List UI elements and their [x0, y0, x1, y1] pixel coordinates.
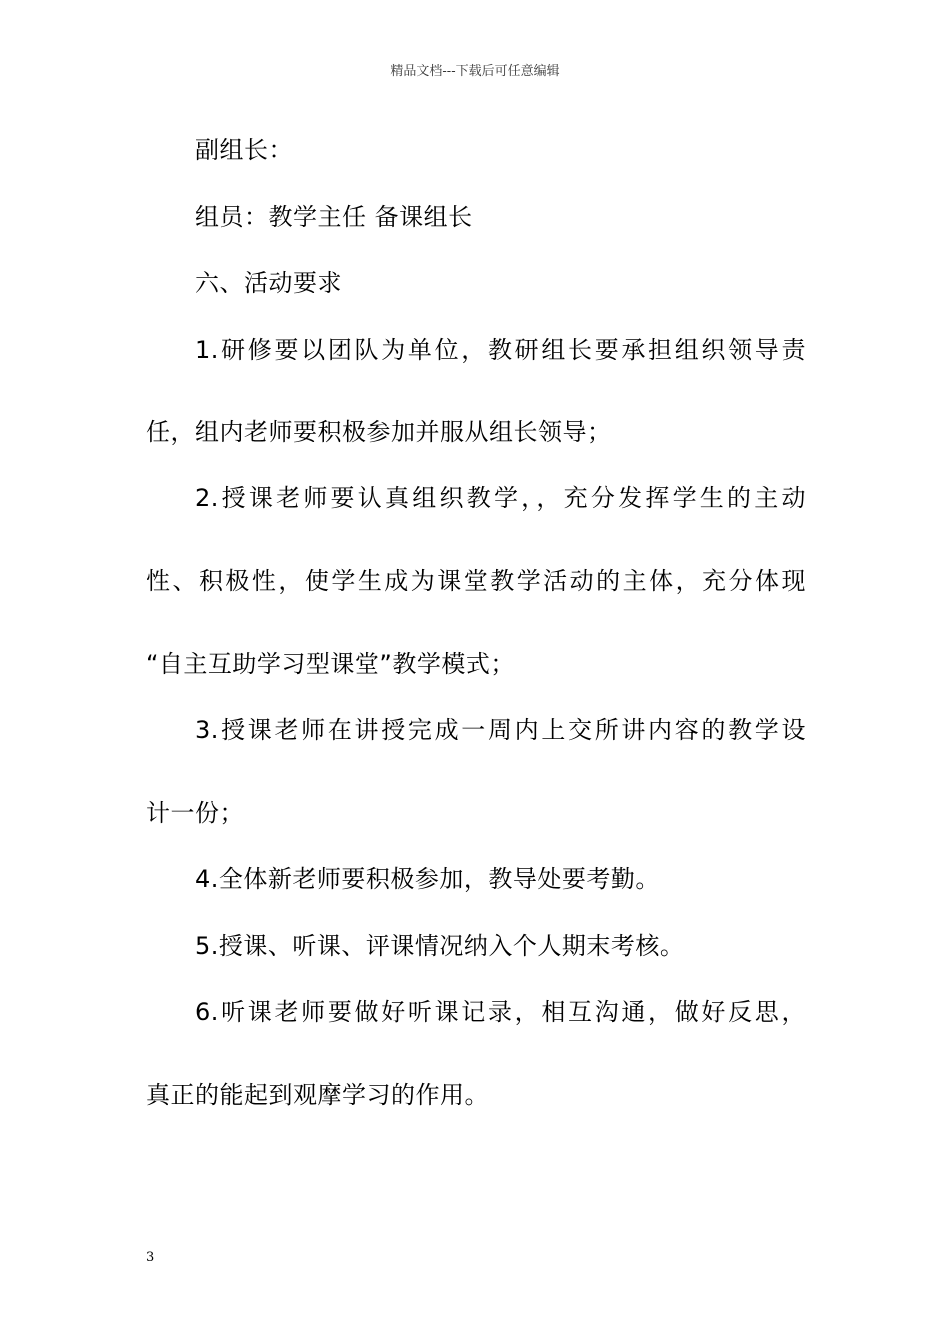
section-heading: 六、活动要求 [195, 269, 342, 297]
requirement-6-line-1: 6.听课老师要做好听课记录，相互沟通，做好反思， [195, 998, 806, 1026]
requirement-3-line-1: 3.授课老师在讲授完成一周内上交所讲内容的教学设 [195, 716, 806, 744]
page-header: 精品文档---下载后可任意编辑 [390, 64, 560, 79]
vice-leader-line: 副组长： [195, 136, 293, 164]
requirement-1-line-2: 任，组内老师要积极参加并服从组长领导； [146, 418, 612, 446]
requirement-6-line-2: 真正的能起到观摩学习的作用。 [146, 1081, 489, 1109]
requirement-1-line-1: 1.研修要以团队为单位，教研组长要承担组织领导责 [195, 336, 806, 364]
requirement-5-line: 5.授课、听课、评课情况纳入个人期末考核。 [195, 932, 685, 960]
requirement-2-line-2: 性、积极性，使学生成为课堂教学活动的主体，充分体现 [146, 567, 806, 595]
page-number: 3 [146, 1250, 155, 1265]
requirement-3-line-2: 计一份； [146, 799, 244, 827]
requirement-4-line: 4.全体新老师要积极参加，教导处要考勤。 [195, 865, 660, 893]
requirement-2-line-3: “自主互助学习型课堂”教学模式； [146, 650, 515, 678]
requirement-2-line-1: 2.授课老师要认真组织教学，，充分发挥学生的主动 [195, 484, 806, 512]
members-line: 组员：教学主任 备课组长 [195, 203, 473, 231]
